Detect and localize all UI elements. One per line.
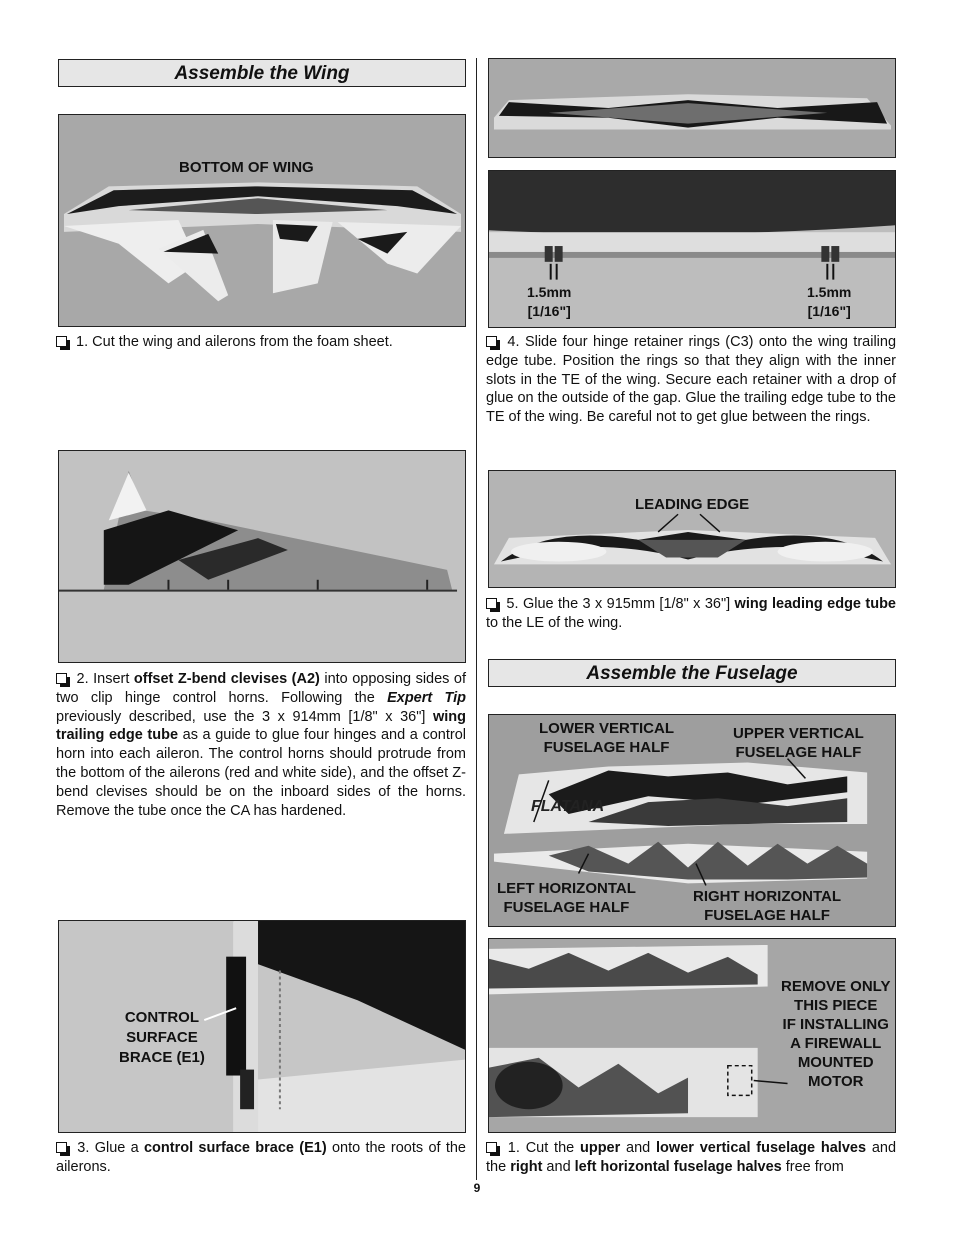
- photo-leading-edge: [488, 470, 896, 588]
- photo-label-right-horizontal: RIGHT HORIZONTAL FUSELAGE HALF: [693, 888, 842, 924]
- section-heading-assemble-wing: Assemble the Wing: [58, 59, 466, 87]
- photo-label-lower-vertical: LOWER VERTICAL FUSELAGE HALF: [539, 720, 674, 756]
- checkbox-icon[interactable]: [486, 1142, 497, 1153]
- wing-top-illustration: [489, 59, 895, 157]
- photo-firewall-piece: [488, 938, 896, 1133]
- aileron-illustration: [59, 451, 465, 662]
- photo-trailing-edge-tube: [488, 170, 896, 328]
- checkbox-icon[interactable]: [56, 1142, 67, 1153]
- checkbox-icon[interactable]: [486, 598, 497, 609]
- photo-wing-top: [488, 58, 896, 158]
- photo-label-left-horizontal: LEFT HORIZONTAL FUSELAGE HALF: [497, 880, 636, 916]
- photo-label-ring-gap-right: 1.5mm [1/16"]: [807, 284, 852, 319]
- photo-label-upper-vertical: UPPER VERTICAL FUSELAGE HALF: [733, 725, 864, 761]
- wing-bottom-illustration: [59, 115, 465, 326]
- fuselage-brand-text: FLATANA: [531, 798, 605, 815]
- photo-control-surface-brace: [58, 920, 466, 1133]
- column-divider: [476, 58, 477, 1180]
- page-number: 9: [473, 1181, 481, 1195]
- checkbox-icon[interactable]: [56, 673, 67, 684]
- photo-label-control-surface-brace: CONTROL SURFACE BRACE (E1): [119, 1009, 205, 1066]
- checkbox-icon[interactable]: [56, 336, 67, 347]
- leading-edge-illustration: [489, 471, 895, 587]
- step-2-insert-clevises: 2. Insert offset Z-bend clevises (A2) into opposing sides of two clip hinge control horns. Following the Expert Tip previously described, use the 3 x 914mm [1/8" x 36"] wing trailing edge tube as a guide to glue four hinges and a control horn into each aileron. The control horns should protrude from the bottom of the ailerons (red and white side), and the offset Z-bend clevises should be on the inboard sides of the horns. Remove the tube once the CA has hardened.: [56, 671, 467, 819]
- photo-bottom-of-wing: [58, 114, 466, 327]
- section-heading-assemble-fuselage: Assemble the Fuselage: [488, 659, 896, 687]
- photo-label-leading-edge: LEADING EDGE: [635, 496, 750, 513]
- step-4-hinge-rings: 4. Slide four hinge retainer rings (C3) onto the wing trailing edge tube. Position the rings so that they align with the inner slots in the TE of the wing. Secure each retainer with a drop of glue on the outside of the gap. Glue the trailing edge tube to the TE of the wing. Be careful not to get glue between the rings.: [486, 334, 897, 426]
- step-fuselage-1-cut-halves: 1. Cut the upper and lower vertical fuselage halves and the right and left horizontal fuselage halves free from: [486, 1140, 897, 1175]
- checkbox-icon[interactable]: [486, 336, 497, 347]
- step-5-leading-edge-tube: 5. Glue the 3 x 915mm [1/8" x 36"] wing leading edge tube to the LE of the wing.: [486, 596, 897, 631]
- step-1-cut-wing: 1. Cut the wing and ailerons from the foam sheet.: [56, 333, 466, 352]
- photo-label-ring-gap-left: 1.5mm [1/16"]: [527, 284, 572, 319]
- arrow-icon: [59, 921, 465, 1132]
- step-3-glue-brace: 3. Glue a control surface brace (E1) onto the roots of the ailerons.: [56, 1140, 466, 1175]
- photo-aileron-with-tube: [58, 450, 466, 663]
- photo-fuselage-halves: [488, 714, 896, 927]
- photo-label-firewall: REMOVE ONLY THIS PIECE IF INSTALLING A FIREWALL MOUNTED MOTOR: [781, 978, 891, 1090]
- photo-label-bottom-of-wing: BOTTOM OF WING: [179, 159, 314, 176]
